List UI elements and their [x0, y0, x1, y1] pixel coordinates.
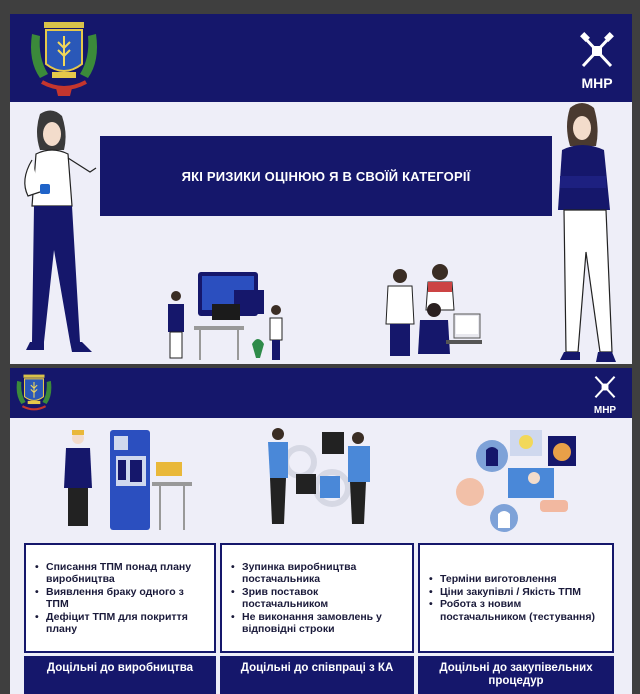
slide-title: ЯКІ РИЗИКИ ОЦІНЮЮ Я В СВОЇЙ КАТЕГОРІЇ	[181, 168, 471, 184]
list-item: • Списання ТПМ понад плану виробництва	[34, 561, 208, 586]
mhp-logo-text: МНР	[581, 75, 613, 91]
list-item: • Терміни виготовлення	[428, 573, 606, 586]
list-item: • Зрив поставок постачальником	[230, 586, 406, 611]
risk-card-cooperation	[220, 543, 414, 653]
university-crest-icon	[26, 16, 102, 98]
list-item: • Не виконання замовлень у відповідні строки	[230, 611, 406, 636]
mhp-logo	[588, 374, 622, 416]
purchasing-communication-illustration	[456, 426, 586, 536]
list-item: • Робота з новим постачальником (тестування)	[428, 598, 606, 623]
risk-card-procurement	[418, 543, 614, 653]
footer-label-text: Доцільні до виробництва	[46, 662, 194, 674]
team-at-computer-illustration	[160, 270, 286, 362]
footer-label-text: Доцільні до співпраці з КА	[240, 662, 394, 674]
footer-label-production	[24, 656, 216, 694]
top-banner	[10, 368, 632, 418]
meeting-group-illustration	[376, 262, 484, 362]
risk-card-production	[24, 543, 216, 653]
mhp-logo-text: МНР	[593, 405, 617, 416]
university-crest-icon	[14, 370, 54, 416]
woman-holding-cup-illustration	[10, 110, 102, 364]
risk-list	[230, 561, 406, 636]
mhp-logo	[572, 32, 622, 91]
footer-label-cooperation	[220, 656, 414, 694]
risk-list	[34, 561, 208, 636]
footer-label-text: Доцільні до закупівельних процедур	[439, 662, 593, 687]
list-item: • Виявлення браку одного з ТПМ	[34, 586, 208, 611]
woman-arms-crossed-illustration	[550, 102, 632, 364]
top-banner	[10, 14, 632, 102]
slide-risks-title	[10, 14, 632, 364]
risk-list	[428, 573, 606, 623]
puzzle-collaboration-illustration	[260, 418, 380, 532]
list-item: • Дефіцит ТПМ для покриття плану	[34, 611, 208, 636]
list-item: • Зупинка виробництва постачальника	[230, 561, 406, 586]
list-item: • Ціни закупівлі / Якість ТПМ	[428, 586, 606, 599]
factory-worker-machine-illustration	[60, 426, 192, 532]
footer-label-procurement	[418, 656, 614, 694]
mhp-windmill-logo-icon	[577, 32, 617, 70]
title-box	[100, 136, 552, 216]
mhp-windmill-logo-icon	[591, 374, 619, 400]
slide-risk-categories	[10, 368, 632, 694]
